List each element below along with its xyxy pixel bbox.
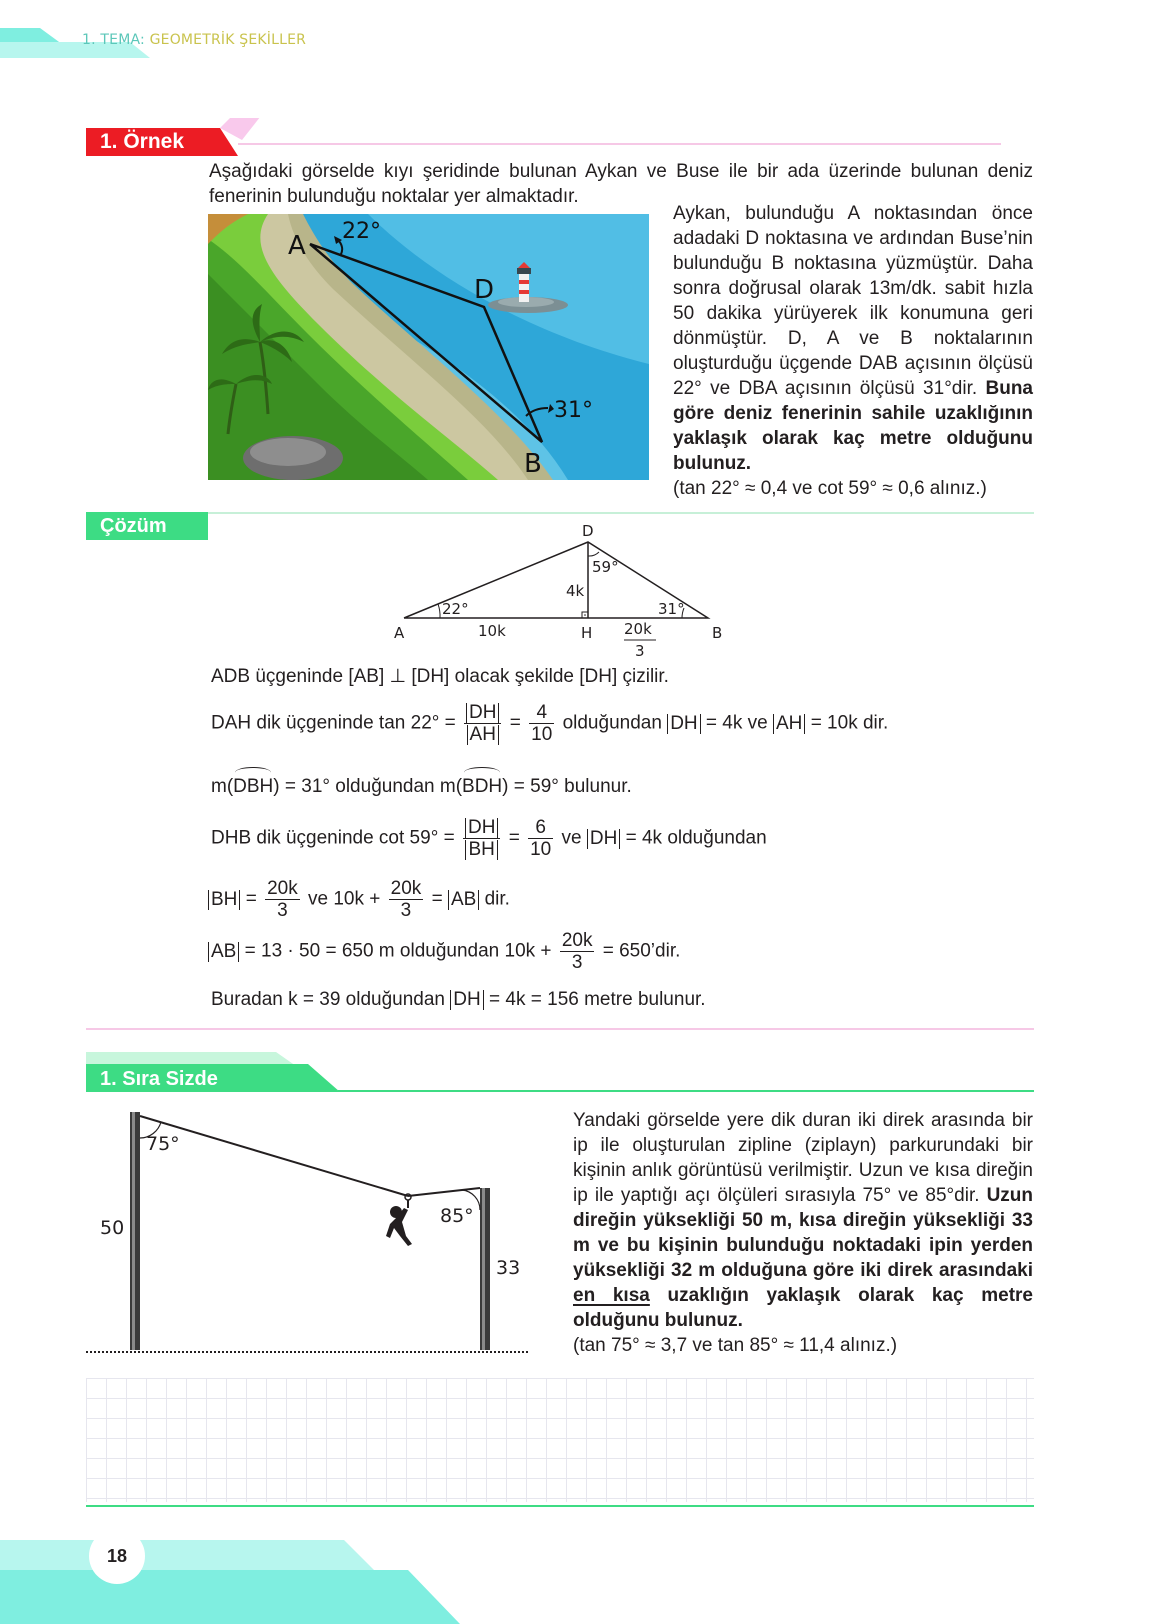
solution-triangle-diagram — [380, 522, 740, 662]
zipline-diagram — [86, 1104, 556, 1358]
solution-line-3: m(DBH) = 31° olduğundan m(BDH) = 59° bulunur. — [211, 776, 632, 797]
footer-decoration — [0, 1540, 470, 1624]
example-title: 1. Örnek — [100, 130, 185, 153]
header-decoration — [0, 0, 150, 60]
example-description: Aykan, bulunduğu A noktasından önce adadaki D noktasına ve ardından Buse’nin bulunduğu B noktasına yüzmüştür. Daha sonra doğrusal olarak 13m/dk. sabit hızla 50 dakika yürüyerek ilk konumuna geri dönmüştür. D, A ve B noktalarının oluşturduğu üçgende DAB açısının ölçüsü 22° ve DBA açısının ölçüsü 31°dir. — [673, 203, 1033, 399]
image-angle-b: 31° — [554, 398, 593, 423]
example-intro: Aşağıdaki görselde kıyı şeridinde bulunan Aykan ve Buse ile bir ada üzerinde bulunan deniz fenerinin bulunduğu noktalar yer almaktadır. — [209, 161, 1033, 207]
example-hint: (tan 22° ≈ 0,4 ve cot 59° ≈ 0,6 alınız.) — [673, 478, 987, 499]
diag-length-hb-den: 3 — [635, 642, 645, 660]
solution-line-5: BH = $\frac{20k}{3}$ ve 10k + $\frac{20k}{3}$ = AB dir. — [208, 878, 510, 921]
diag-label-d: D — [582, 522, 594, 540]
practice-question: Uzun direğin yüksekliği 50 m, kısa direğin yüksekliği 33 m ve bu kişinin bulunduğu noktadaki ipin yerden yüksekliği 32 m olduğuna göre iki direk arasındaki en kısa uzaklığın yaklaşık olarak kaç metre olduğunu bulunuz. — [573, 1185, 1034, 1331]
example-text — [673, 201, 1033, 501]
zipline-angle-right: 85° — [440, 1205, 474, 1227]
example-banner-bg — [86, 118, 1006, 158]
solution-line-4: DHB dik üçgeninde cot 59° = $\frac{DH}{BH}$ = $\frac{6}{10}$ ve DH = 4k olduğundan — [211, 817, 767, 860]
diag-angle-b: 31° — [658, 600, 685, 618]
practice-title: 1. Sıra Sizde — [100, 1068, 218, 1090]
zipline-person-icon — [386, 1194, 412, 1246]
image-label-d: D — [474, 275, 495, 305]
coast-illustration — [208, 214, 649, 480]
diag-angle-d: 59° — [592, 558, 619, 576]
diag-length-hb-num: 20k — [624, 620, 652, 638]
diag-label-a: A — [394, 624, 405, 642]
zipline-height-left: 50 — [100, 1217, 125, 1239]
section-divider — [86, 1028, 1034, 1030]
practice-text — [573, 1108, 1033, 1358]
image-angle-a: 22° — [342, 219, 381, 244]
diag-label-h: H — [581, 624, 593, 642]
practice-banner-bg — [86, 1046, 1036, 1096]
practice-description: Yandaki görselde yere dik duran iki direk arasında bir ip ile oluşturulan zipline (ziplayn) parkurundaki bir kişinin anlık görüntüsü verilmiştir. Uzun ve kısa direğin ip ile yaptığı açı ölçüleri sırasıyla 75° ve 85°dir. — [573, 1110, 1033, 1206]
image-label-a: A — [288, 231, 306, 261]
diag-length-ah: 10k — [478, 622, 506, 640]
solution-line-1: ADB üçgeninde [AB] ⊥ [DH] olacak şekilde [DH] çizilir. — [211, 666, 669, 687]
zipline-height-right: 33 — [496, 1257, 521, 1279]
example-question: Buna göre deniz fenerinin sahile uzaklığının yaklaşık olarak kaç metre olduğunu bulunuz. — [673, 378, 1033, 474]
zipline-angle-left: 75° — [146, 1133, 180, 1155]
practice-hint: (tan 75° ≈ 3,7 ve tan 85° ≈ 11,4 alınız.) — [573, 1335, 898, 1356]
bottom-divider — [86, 1505, 1034, 1507]
answer-grid-area — [86, 1378, 1034, 1502]
solution-line-2: DAH dik üçgeninde tan 22° = $\frac{DH}{AH}$ = $\frac{4}{10}$ olduğundan DH = 4k ve AH = 10k dir. — [211, 702, 889, 745]
solution-line-6: AB = 13 · 50 = 650 m olduğundan 10k + $\frac{20k}{3}$ = 650’dir. — [208, 930, 680, 973]
chapter-title: GEOMETRİK ŞEKİLLER — [149, 32, 307, 48]
diag-length-dh: 4k — [566, 582, 585, 600]
page-number: 18 — [89, 1528, 145, 1584]
chapter-header — [82, 32, 306, 48]
image-label-b: B — [524, 449, 542, 479]
chapter-label: 1. TEMA: — [82, 32, 150, 48]
solution-title: Çözüm — [100, 515, 167, 537]
diag-label-b: B — [712, 624, 723, 642]
solution-line-7: Buradan k = 39 olduğundan DH = 4k = 156 metre bulunur. — [211, 989, 706, 1010]
diag-angle-a: 22° — [442, 600, 469, 618]
